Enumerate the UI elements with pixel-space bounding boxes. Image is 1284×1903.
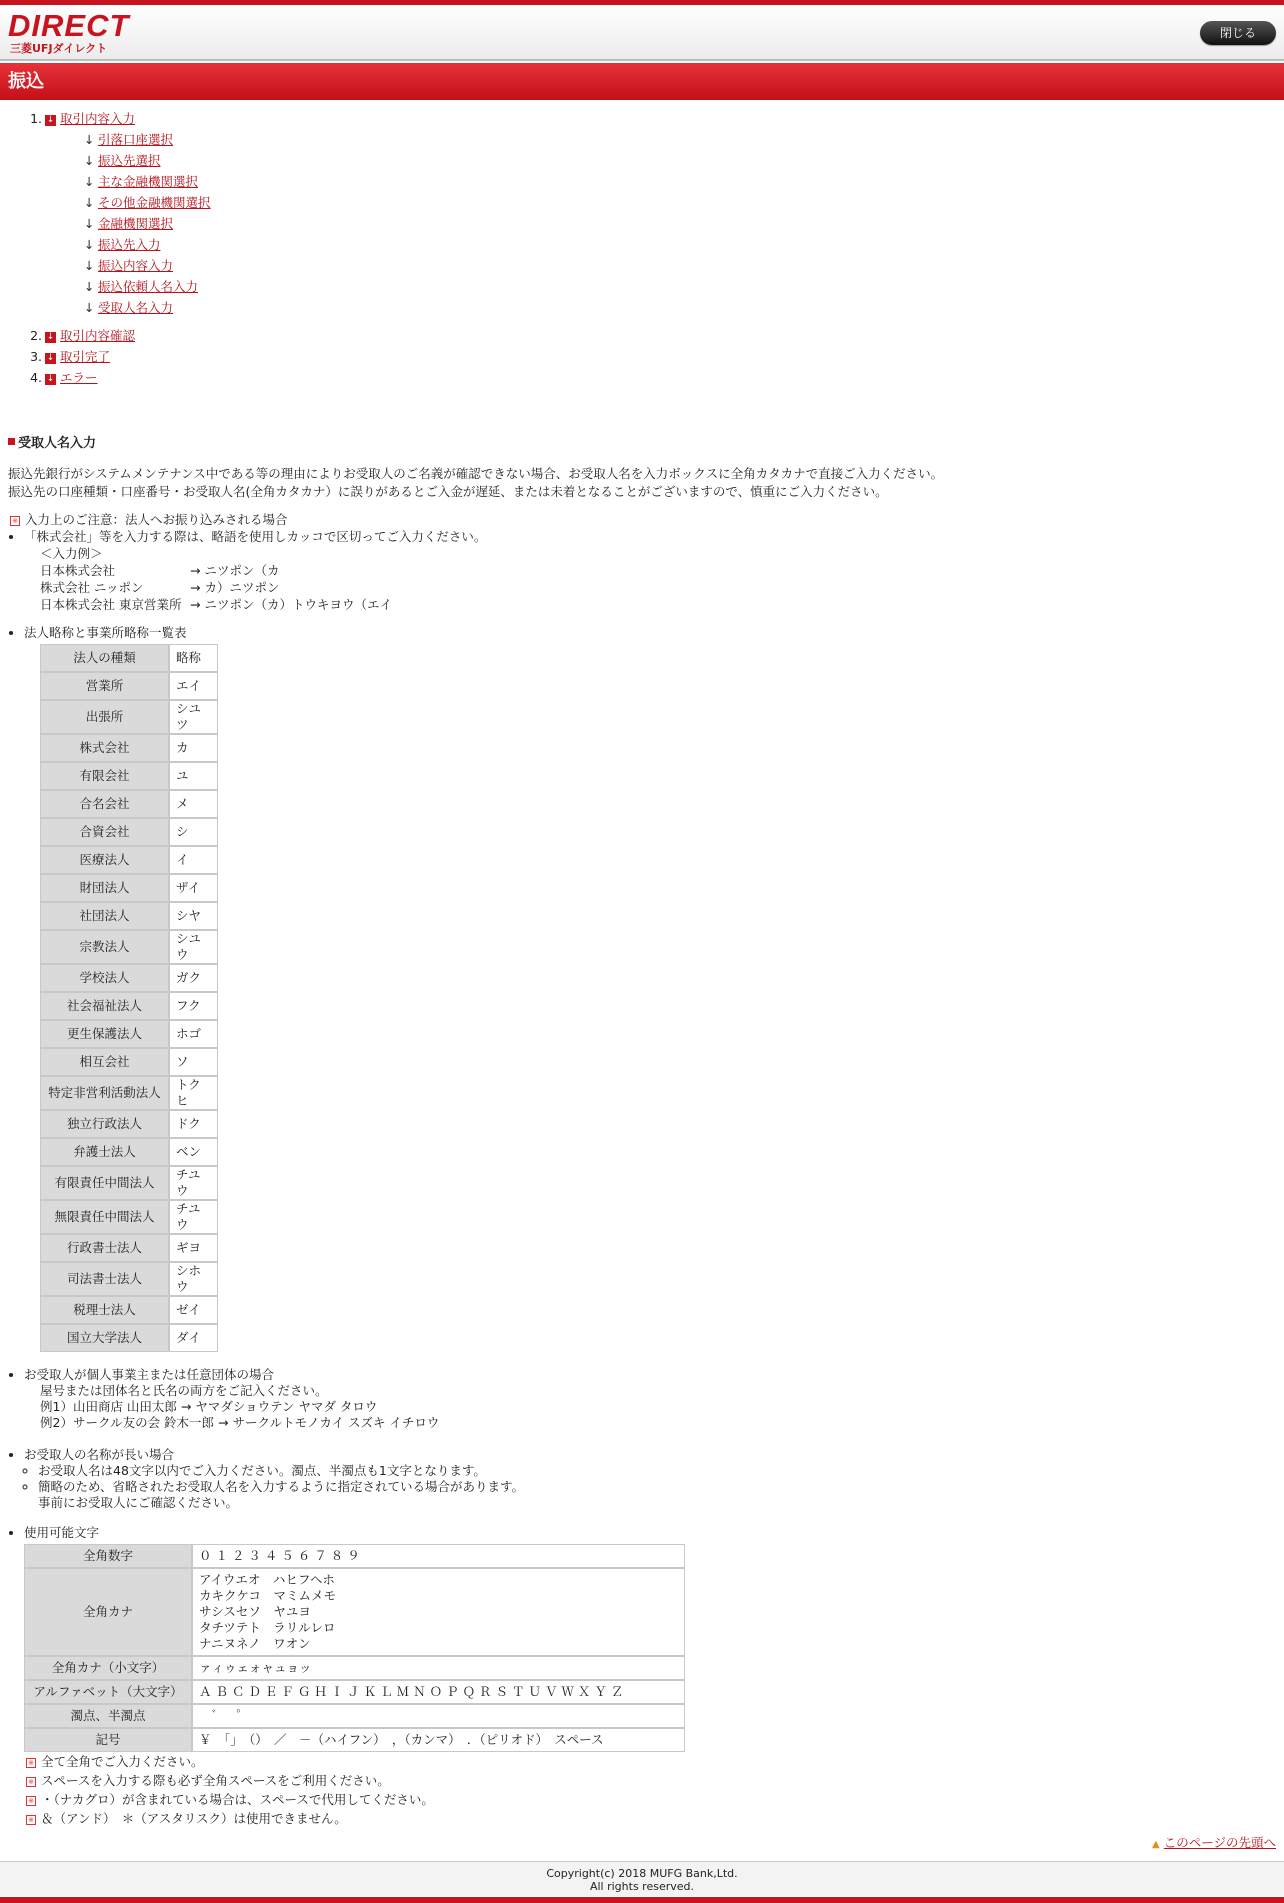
table-row [24, 1728, 685, 1752]
footer [0, 1862, 1284, 1896]
table-row [40, 930, 218, 964]
down-arrow-icon: ↓ [84, 216, 95, 231]
char-type: 濁点、半濁点 [24, 1704, 192, 1728]
abbr-value: ギヨ [169, 1234, 218, 1262]
step-item [30, 367, 211, 388]
substep-link[interactable]: 振込先入力 [98, 237, 161, 252]
substep-item [84, 171, 211, 192]
substep-list [30, 129, 211, 318]
abbr-kind: 有限会社 [40, 762, 169, 790]
example-from: 株式会社 ニッポン [40, 580, 144, 595]
char-values: ￥ 「」 （） ／ －（ハイフン） ，（カンマ） ．（ピリオド） スペース [192, 1728, 685, 1752]
title-bar [0, 63, 1284, 100]
down-arrow-icon: ↓ [46, 115, 55, 125]
table-row [40, 1296, 218, 1324]
abbr-value: シヤ [169, 902, 218, 930]
char-values: ０ １ ２ ３ ４ ５ ６ ７ ８ ９ [192, 1544, 685, 1568]
table-row [24, 1680, 685, 1704]
table-row [40, 846, 218, 874]
substep-item [84, 213, 211, 234]
corp-note [8, 511, 1276, 529]
list-item [24, 1447, 1276, 1511]
abbr-kind: 株式会社 [40, 734, 169, 762]
example-to: → ニツポン（カ [190, 563, 280, 578]
bullet-text: 使用可能文字 [24, 1525, 100, 1540]
abbr-value: メ [169, 790, 218, 818]
down-arrow-icon: ↓ [46, 374, 55, 384]
list-item [24, 1525, 1276, 1828]
abbr-value: 略称 [169, 644, 218, 672]
table-row [40, 902, 218, 930]
page-top-link-wrap [1152, 1833, 1276, 1851]
step-list [30, 108, 211, 388]
bottom-accent-line [0, 1897, 1284, 1903]
list-item [24, 529, 1276, 613]
abbr-value: シユツ [169, 700, 218, 734]
char-type: アルファベット（大文字） [24, 1680, 192, 1704]
char-values: アイウエオ ハヒフヘホ カキクケコ マミムメモ サシスセソ ヤユヨ タチツテト ラリルレロ ナニヌネノ ワオン [192, 1568, 685, 1656]
rights-text: All rights reserved. [589, 1880, 695, 1893]
table-row [40, 964, 218, 992]
note-icon: ※ [26, 1796, 36, 1806]
char-values: ァィゥェォャュョッ [192, 1656, 685, 1680]
table-row [40, 734, 218, 762]
list-item: ◦ お受取人名は48文字以内でご入力ください。濁点、半濁点も1文字となります。 [38, 1463, 1276, 1479]
abbr-kind: 学校法人 [40, 964, 169, 992]
abbr-value: ホゴ [169, 1020, 218, 1048]
example-table [40, 562, 392, 613]
abbr-kind: 弁護士法人 [40, 1138, 169, 1166]
example-to: → カ）ニツポン [190, 580, 280, 595]
abbr-value: ダイ [169, 1324, 218, 1352]
note-text: ＆（アンド） ＊（アスタリスク）は使用できません。 [41, 1811, 347, 1826]
abbr-kind: 独立行政法人 [40, 1110, 169, 1138]
abbr-value: ソ [169, 1048, 218, 1076]
char-values: ゛ ゜ [192, 1704, 685, 1728]
table-row [40, 1234, 218, 1262]
char-type: 全角カナ（小文字） [24, 1656, 192, 1680]
table-row [40, 874, 218, 902]
note-item [24, 1809, 1276, 1828]
logo-text: DIRECT [8, 8, 130, 43]
note-item [24, 1771, 1276, 1790]
char-type: 全角数字 [24, 1544, 192, 1568]
substep-link[interactable]: 金融機関選択 [98, 216, 174, 231]
substep-link[interactable]: 主な金融機関選択 [98, 174, 199, 189]
page-top-link[interactable]: このページの先頭へ [1163, 1835, 1276, 1850]
bullet-text: 法人略称と事業所略称一覧表 [24, 625, 187, 640]
note-text: 全て全角でご入力ください。 [41, 1754, 204, 1769]
substep-link[interactable]: 受取人名入力 [98, 300, 174, 315]
list-item-text: 事前にお受取人にご確認ください。 [38, 1495, 239, 1510]
longname-bullets [8, 1447, 1276, 1511]
table-row [24, 1704, 685, 1728]
step-link-input[interactable]: 取引内容入力 [60, 111, 136, 126]
note-icon: ※ [26, 1758, 36, 1768]
step-number: 3. [30, 349, 42, 364]
down-arrow-icon: ↓ [46, 332, 55, 342]
note-text: ・（ナカグロ）が含まれている場合は、スペースで代用してください。 [41, 1792, 434, 1807]
table-row [40, 1048, 218, 1076]
usable-characters-table [24, 1544, 685, 1752]
list-item [24, 625, 1276, 1352]
substep-link[interactable]: その他金融機関選択 [98, 195, 211, 210]
step-link-confirm[interactable]: 取引内容確認 [60, 328, 136, 343]
substep-item [84, 297, 211, 318]
example-row [40, 562, 392, 579]
list-item [24, 1367, 1276, 1431]
table-row [40, 1138, 218, 1166]
abbr-kind: 法人の種類 [40, 644, 169, 672]
table-row [40, 1324, 218, 1352]
note-item [24, 1790, 1276, 1809]
table-row [40, 644, 218, 672]
example-from: 日本株式会社 東京営業所 [40, 597, 182, 612]
step-number: 1. [30, 111, 42, 126]
substep-item [84, 276, 211, 297]
substep-item [84, 255, 211, 276]
substep-item [84, 129, 211, 150]
abbr-value: エイ [169, 672, 218, 700]
table-row [40, 1110, 218, 1138]
table-row [40, 1200, 218, 1234]
down-arrow-icon: ↓ [84, 300, 95, 315]
longname-sublist [24, 1463, 1276, 1511]
section-title [8, 432, 1276, 451]
substep-link[interactable]: 振込内容入力 [98, 258, 174, 273]
step-item [30, 346, 211, 367]
abbr-value: ザイ [169, 874, 218, 902]
lead-text: 振込先の口座種類・口座番号・お受取人名(全角カタカナ）に誤りがあるとご入金が遅延、または未着となることがございますので、慎重にご入力ください。 [8, 484, 888, 499]
substep-link[interactable]: 振込依頼人名入力 [98, 279, 199, 294]
abbr-value: シユウ [169, 930, 218, 964]
abbr-value: ドク [169, 1110, 218, 1138]
character-notes [24, 1752, 1276, 1828]
example-to: → ニツポン（カ）トウキヨウ（エイ [190, 597, 392, 612]
abbr-value: ゼイ [169, 1296, 218, 1324]
abbr-kind: 営業所 [40, 672, 169, 700]
example-row [40, 579, 392, 596]
abbr-kind: 合名会社 [40, 790, 169, 818]
main-content [8, 432, 1276, 1828]
individual-bullets [8, 1367, 1276, 1431]
individual-example: 例1）山田商店 山田太郎 → ヤマダショウテン ヤマダ タロウ [40, 1399, 378, 1414]
abbr-kind: 更生保護法人 [40, 1020, 169, 1048]
abbr-kind: 有限責任中間法人 [40, 1166, 169, 1200]
step-number: 2. [30, 328, 42, 343]
char-type: 記号 [24, 1728, 192, 1752]
down-arrow-icon: ↓ [46, 353, 55, 363]
chars-bullets [8, 1525, 1276, 1828]
char-values: Ａ Ｂ Ｃ Ｄ Ｅ Ｆ Ｇ Ｈ Ｉ Ｊ Ｋ Ｌ Ｍ Ｎ Ｏ Ｐ Ｑ Ｒ Ｓ Ｔ Ｕ Ｖ Ｗ Ｘ Ｙ Ｚ [192, 1680, 685, 1704]
table-row [40, 992, 218, 1020]
list-item [38, 1479, 1276, 1511]
note-item [24, 1752, 1276, 1771]
down-arrow-icon: ↓ [84, 174, 95, 189]
note-icon: ※ [10, 516, 20, 526]
substep-link[interactable]: 引落口座選択 [98, 132, 174, 147]
example-from: 日本株式会社 [40, 563, 116, 578]
down-arrow-icon: ↓ [84, 237, 95, 252]
logo [8, 10, 129, 55]
abbr-value: チユウ [169, 1200, 218, 1234]
note-text: スペースを入力する際も必ず全角スペースをご利用ください。 [41, 1773, 390, 1788]
bullet-text: 「株式会社」等を入力する際は、略語を使用しカッコで区切ってご入力ください。 [24, 529, 487, 544]
copyright-text: Copyright(c) 2018 MUFG Bank,Ltd. [546, 1867, 738, 1880]
abbr-kind: 宗教法人 [40, 930, 169, 964]
close-button[interactable]: 閉じる [1200, 21, 1276, 45]
abbr-value: チユウ [169, 1166, 218, 1200]
example-row [40, 596, 392, 613]
table-row [40, 818, 218, 846]
char-type: 全角カナ [24, 1568, 192, 1656]
abbr-value: トクヒ [169, 1076, 218, 1110]
abbr-value: シホウ [169, 1262, 218, 1296]
down-arrow-icon: ↓ [84, 132, 95, 147]
step-item [30, 325, 211, 346]
up-arrow-icon: ▲ [1152, 1839, 1160, 1850]
table-row [40, 672, 218, 700]
down-arrow-icon: ↓ [84, 258, 95, 273]
down-arrow-icon: ↓ [84, 279, 95, 294]
lead-text: 振込先銀行がシステムメンテナンス中である等の理由によりお受取人のご名義が確認できない場合、お受取人名を入力ボックスに全角カタカナで直接ご入力ください。 [8, 466, 944, 481]
step-number: 4. [30, 370, 42, 385]
abbr-kind: 社会福祉法人 [40, 992, 169, 1020]
abbr-kind: 出張所 [40, 700, 169, 734]
abbr-value: ユ [169, 762, 218, 790]
bullet-text: お受取人の名称が長い場合 [24, 1447, 175, 1462]
table-row [40, 762, 218, 790]
abbr-kind: 特定非営利活動法人 [40, 1076, 169, 1110]
abbr-kind: 行政書士法人 [40, 1234, 169, 1262]
list-item-text: 簡略のため、省略されたお受取人名を入力するように指定されている場合があります。 [38, 1479, 525, 1494]
table-row [24, 1544, 685, 1568]
substep-item [84, 234, 211, 255]
table-row [40, 700, 218, 734]
section-title-text: 受取人名入力 [18, 436, 97, 451]
table-row [40, 1020, 218, 1048]
corp-bullets [8, 529, 1276, 1352]
substep-link[interactable]: 振込先選択 [98, 153, 161, 168]
abbr-value: イ [169, 846, 218, 874]
abbr-value: ガク [169, 964, 218, 992]
abbr-kind: 税理士法人 [40, 1296, 169, 1324]
note-icon: ※ [26, 1815, 36, 1825]
substep-item [84, 192, 211, 213]
page-title: 振込 [8, 71, 44, 92]
table-row [40, 1166, 218, 1200]
individual-example: 例2）サークル友の会 鈴木一郎 → サークルトモノカイ スズキ イチロウ [40, 1415, 440, 1430]
abbr-value: フク [169, 992, 218, 1020]
table-row [40, 1076, 218, 1110]
note-icon: ※ [26, 1777, 36, 1787]
abbr-kind: 国立大学法人 [40, 1324, 169, 1352]
abbr-kind: 財団法人 [40, 874, 169, 902]
table-row [40, 790, 218, 818]
abbreviation-table [40, 644, 218, 1352]
down-arrow-icon: ↓ [84, 195, 95, 210]
abbr-value: ベン [169, 1138, 218, 1166]
abbr-kind: 社団法人 [40, 902, 169, 930]
corp-note-text: 入力上のご注意：法人へお振り込みされる場合 [25, 512, 288, 527]
abbr-value: シ [169, 818, 218, 846]
abbr-kind: 合資会社 [40, 818, 169, 846]
square-bullet-icon [8, 438, 15, 445]
individual-text: 屋号または団体名と氏名の両方をご記入ください。 [40, 1383, 328, 1398]
logo-subtext: 三菱UFJダイレクト [10, 42, 108, 55]
substep-item [84, 150, 211, 171]
down-arrow-icon: ↓ [84, 153, 95, 168]
abbr-kind: 司法書士法人 [40, 1262, 169, 1296]
table-row [40, 1262, 218, 1296]
table-row [24, 1568, 685, 1656]
substep-container [30, 129, 211, 318]
example-heading: ＜入力例＞ [40, 546, 103, 561]
table-row [24, 1656, 685, 1680]
abbr-value: カ [169, 734, 218, 762]
step-item [30, 108, 211, 129]
abbr-kind: 医療法人 [40, 846, 169, 874]
abbr-kind: 相互会社 [40, 1048, 169, 1076]
abbr-kind: 無限責任中間法人 [40, 1200, 169, 1234]
step-link-complete[interactable]: 取引完了 [60, 349, 111, 364]
header [0, 5, 1284, 61]
bullet-text: お受取人が個人事業主または任意団体の場合 [24, 1367, 275, 1382]
step-link-error[interactable]: エラー [60, 370, 98, 385]
